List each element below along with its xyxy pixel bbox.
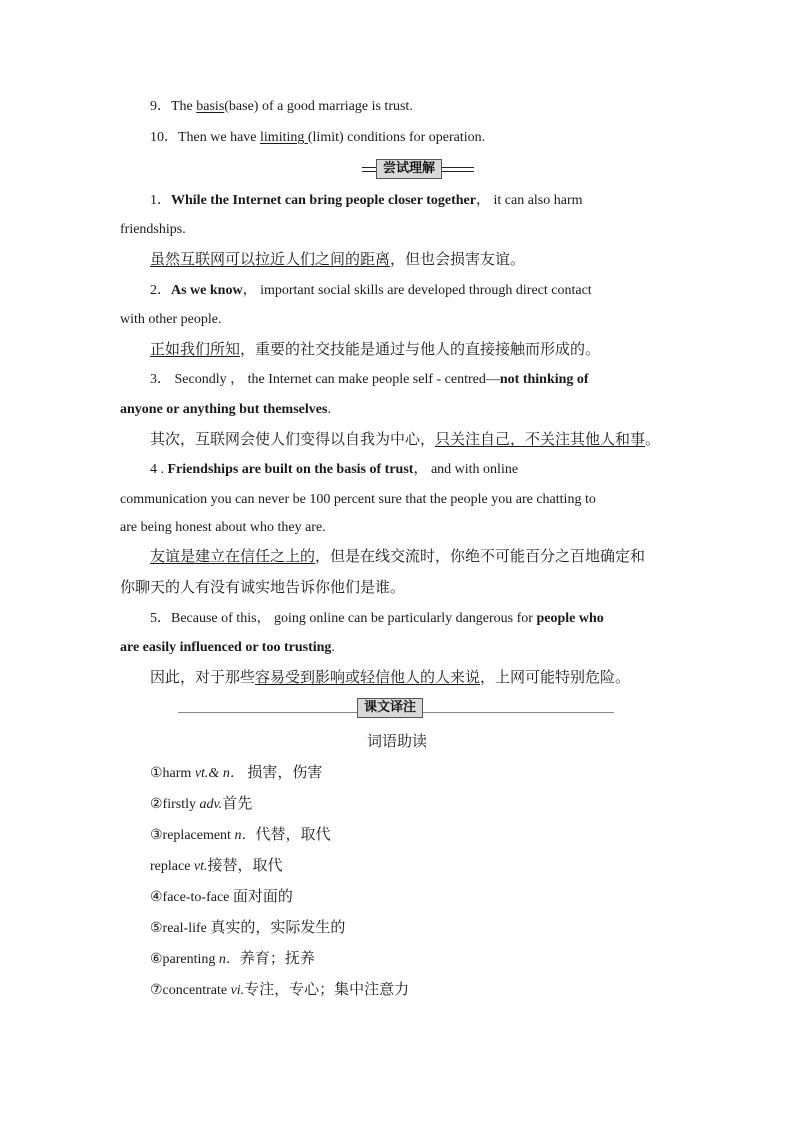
sentence-text: Secondly ， the Internet can make people self - centred— (171, 372, 500, 387)
translation-5 (150, 667, 674, 687)
part-of-speech: n． (218, 952, 240, 967)
vocab-meaning: 首先 (222, 794, 253, 812)
fill-item-9 (150, 97, 674, 117)
item-number: 5． (150, 611, 171, 626)
vocab-item (150, 917, 674, 939)
vocab-item (150, 793, 674, 815)
vocab-item (150, 979, 674, 1001)
translation-key: 容易受到影响或轻信他人的人来说 (255, 668, 481, 686)
translation-2 (150, 339, 674, 359)
section-header-annotations (0, 698, 794, 718)
translation-key: 友谊是建立在信任之上的 (150, 547, 316, 565)
sentence-text: . (331, 640, 335, 655)
translation-text: ，但也会损害友谊。 (390, 250, 526, 268)
sentence-text: Then we have (178, 130, 261, 145)
answer-blank: limiting (260, 130, 308, 145)
sentence-text: (base) of a good marriage is trust. (224, 99, 413, 114)
part-of-speech: n． (234, 828, 256, 843)
vocab-item (150, 948, 674, 970)
vocab-word: ④face-to-face (150, 890, 233, 905)
translation-key: 正如我们所知 (150, 340, 241, 358)
vocab-meaning: 养育；抚养 (239, 949, 315, 967)
sentence-2-cont: with other people. (120, 312, 222, 327)
sentence-2 (150, 281, 674, 301)
sentence-5 (150, 609, 674, 629)
translation-1 (150, 249, 674, 269)
sentence-text: (limit) conditions for operation. (307, 130, 486, 145)
vocab-item (150, 886, 674, 908)
vocab-heading: 词语助读 (366, 732, 427, 750)
item-number: 9． (150, 99, 171, 114)
vocab-word: ⑥parenting (150, 952, 219, 967)
translation-3 (150, 429, 674, 449)
sentence-4-cont: are being honest about who they are. (120, 520, 326, 535)
part-of-speech: vi. (230, 983, 245, 998)
sentence-5-cont (120, 638, 674, 658)
vocab-word: ①harm (150, 766, 195, 781)
item-number: 3． (150, 372, 171, 387)
key-phrase: are easily influenced or too trusting (120, 640, 332, 655)
translation-4-cont: 你聊天的人有没有诚实地告诉你他们是谁。 (120, 578, 406, 596)
sentence-4-cont: communication you can never be 100 percent sure that the people you are chatting to (120, 492, 596, 507)
sentence-text: The (171, 99, 197, 114)
sentence-1-cont: friendships. (120, 222, 186, 237)
item-number: 10． (150, 130, 178, 145)
key-phrase: people who (536, 611, 604, 626)
item-number: 2． (150, 283, 171, 298)
translation-text: ，重要的社交技能是通过与他人的直接接触而形成的。 (240, 340, 601, 358)
key-phrase: While the Internet can bring people closer together (171, 193, 476, 208)
section-title: 尝试理解 (376, 159, 442, 179)
item-number: 1． (150, 193, 171, 208)
answer-blank: basis (196, 99, 225, 114)
translation-text: 。 (645, 430, 661, 448)
sentence-text: Because of this， going online can be particularly dangerous for (171, 611, 537, 626)
part-of-speech: vt. (193, 859, 208, 874)
vocab-meaning: 代替，取代 (255, 825, 331, 843)
vocab-item (150, 855, 674, 877)
sentence-1 (150, 191, 674, 211)
sentence-3-cont (120, 400, 674, 420)
sentence-text: . (327, 402, 331, 417)
vocab-meaning: 损害，伤害 (247, 763, 323, 781)
vocab-word: ⑦concentrate (150, 983, 231, 998)
key-phrase: Friendships are built on the basis of trust (167, 462, 414, 477)
translation-key: 虽然互联网可以拉近人们之间的距离 (150, 250, 391, 268)
translation-text: 因此，对于那些 (150, 668, 256, 686)
sentence-text: ， important social skills are developed through direct contact (242, 283, 592, 298)
translation-text: ，但是在线交流时，你绝不可能百分之百地确定和 (315, 547, 646, 565)
part-of-speech: adv. (199, 797, 223, 812)
section-header-understanding (0, 159, 794, 179)
sentence-text: ， it can also harm (475, 193, 583, 208)
sentence-4 (150, 460, 674, 480)
part-of-speech: vt.& n． (194, 766, 244, 781)
translation-text: 其次，互联网会使人们变得以自我为中心， (150, 430, 436, 448)
vocab-word: ②firstly (150, 797, 200, 812)
item-number: 4 . (150, 462, 164, 477)
vocab-item (150, 762, 674, 784)
vocab-meaning: 接替，取代 (207, 856, 283, 874)
key-phrase: As we know (171, 283, 243, 298)
vocab-word: replace (150, 859, 194, 874)
vocab-word: ⑤real-life (150, 921, 211, 936)
vocab-word: ③replacement (150, 828, 235, 843)
sentence-text: ， and with online (413, 462, 519, 477)
key-phrase: anyone or anything but themselves (120, 402, 328, 417)
vocab-meaning: 真实的，实际发生的 (210, 918, 346, 936)
key-phrase: not thinking of (499, 372, 589, 387)
vocab-item (150, 824, 674, 846)
translation-4 (150, 546, 674, 566)
vocab-meaning: 面对面的 (232, 887, 293, 905)
vocab-meaning: 专注，专心；集中注意力 (244, 980, 410, 998)
translation-key: 只关注自己，不关注其他人和事 (435, 430, 646, 448)
translation-text: ，上网可能特别危险。 (480, 668, 631, 686)
fill-item-10 (150, 128, 674, 148)
section-title: 课文译注 (357, 698, 423, 718)
sentence-3 (150, 370, 674, 390)
